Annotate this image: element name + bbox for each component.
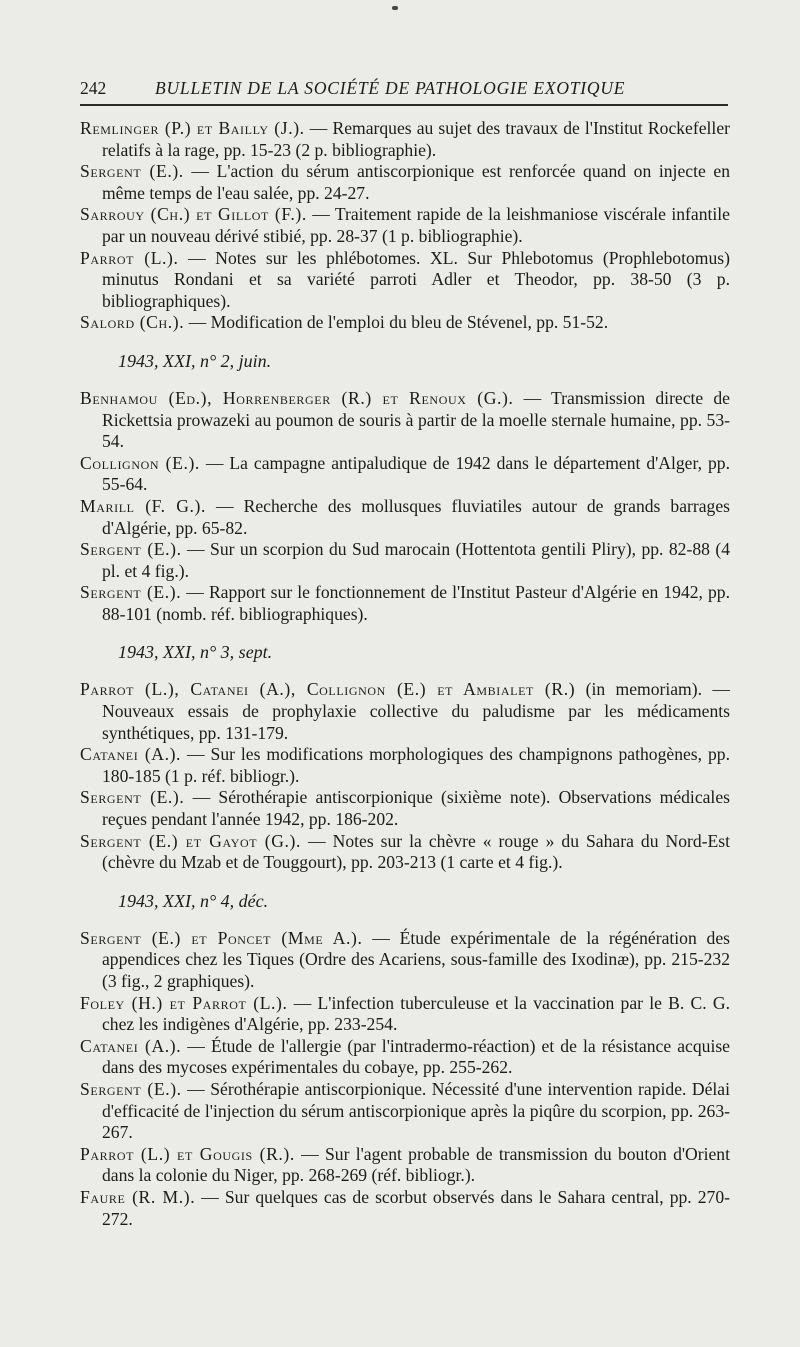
entry-authors: Sarrouy (Ch.) et Gillot (F.). xyxy=(80,204,307,225)
entry-text: — Notes sur la chèvre « rouge » du Sahara du Nord-Est (chèvre du Mzab et de Touggourt), pp. 203-213 (1 carte et 4 fig.). xyxy=(102,830,730,873)
entry-authors: Salord (Ch.). xyxy=(80,312,185,333)
entry-authors: Sergent (E.) et Gayot (G.). xyxy=(80,830,302,851)
bibliography-entry xyxy=(80,993,730,1036)
entry-text: — Remarques au sujet des travaux de l'Institut Rockefeller relatifs à la rage, pp. 15-23 (2 p. bibliographie). xyxy=(102,118,730,160)
entry-authors: Sergent (E.) et Poncet (Mme A.). xyxy=(80,927,363,948)
bibliography-entry xyxy=(80,453,730,496)
bibliography-entry xyxy=(80,928,730,993)
bibliography-entry xyxy=(80,539,730,582)
issue-heading: 1943, XXI, n° 3, sept. xyxy=(118,642,273,663)
issue-heading: 1943, XXI, n° 2, juin. xyxy=(118,350,272,371)
entry-authors: Parrot (L.). xyxy=(80,247,179,268)
entry-text: — Modification de l'emploi du bleu de Stévenel, pp. 51-52. xyxy=(184,312,609,333)
entry-text: — L'infection tuberculeuse et la vaccination par le B. C. G. chez les indigènes d'Algérie, pp. 233-254. xyxy=(102,992,730,1035)
entry-authors: Remlinger (P.) et Bailly (J.). xyxy=(80,118,305,138)
page-number: 242 xyxy=(80,78,107,98)
running-header xyxy=(80,78,728,102)
bibliography-entry xyxy=(80,118,730,161)
bibliography-entry xyxy=(80,1079,730,1144)
entry-authors: Catanei (A.). xyxy=(80,744,182,765)
entry-authors: Sergent (E.). xyxy=(80,539,182,560)
entry-authors: Sergent (E.). xyxy=(80,582,182,603)
entry-authors: Sergent (E.). xyxy=(80,787,185,808)
bibliography-entry xyxy=(80,204,730,247)
bibliography-entry xyxy=(80,161,730,204)
bibliography-entry xyxy=(80,744,730,787)
entry-text: — Sur l'agent probable de transmission du bouton d'Orient dans la colonie du Niger, pp. 268-269 (réf. bibliogr.). xyxy=(102,1143,730,1186)
entry-text: — Sérothérapie antiscorpionique (sixième note). Observations médicales reçues pendant l'année 1942, pp. 186-202. xyxy=(102,787,730,830)
bibliography-entry xyxy=(80,312,730,334)
entry-text: — Sur quelques cas de scorbut observés dans le Sahara central, pp. 270-272. xyxy=(102,1186,730,1229)
entry-authors: Collignon (E.). xyxy=(80,452,200,473)
entry-text: — Sérothérapie antiscorpionique. Nécessité d'une intervention rapide. Délai d'efficacité de l'injection du sérum antiscorpionique après la piqûre du scorpion, pp. 263-267. xyxy=(102,1078,730,1143)
issue-heading: 1943, XXI, n° 4, déc. xyxy=(118,890,269,911)
entry-text: — Notes sur les phlébotomes. XL. Sur Phlebotomus (Prophlebotomus) minutus Rondani et sa variété parroti Adler et Theodor, pp. 38-50 (3 p. bibliographiques). xyxy=(102,247,730,311)
entry-authors: Catanei (A.). xyxy=(80,1035,182,1056)
bibliography-entry xyxy=(80,679,730,744)
bibliography-entry xyxy=(80,496,730,539)
entry-text: — Étude expérimentale de la régénération des appendices chez les Tiques (Ordre des Acariens, sous-famille des Ixodinæ), pp. 215-232 (3 fig., 2 graphiques). xyxy=(102,927,730,991)
entry-authors: Parrot (L.), Catanei (A.), Collignon (E.) et Ambialet (R.) xyxy=(80,679,576,700)
entry-text: — Rapport sur le fonctionnement de l'Institut Pasteur d'Algérie en 1942, pp. 88-101 (nomb. réf. bibliographiques). xyxy=(102,582,730,624)
entry-text: — Sur un scorpion du Sud marocain (Hottentota gentili Pliry), pp. 82-88 (4 pl. et 4 fig.). xyxy=(102,539,731,581)
entry-text: — Transmission directe de Rickettsia prowazeki au poumon de souris à partir de la moelle sternale humaine, pp. 53-54. xyxy=(102,387,730,452)
entry-authors: Faure (R. M.). xyxy=(80,1186,196,1207)
bibliography-entry xyxy=(80,1187,730,1230)
entry-text: — La campagne antipaludique de 1942 dans le département d'Alger, pp. 55-64. xyxy=(102,452,730,495)
bibliography-entry xyxy=(80,388,730,453)
bibliography-body xyxy=(80,118,730,1230)
entry-authors: Benhamou (Ed.), Horrenberger (R.) et Renoux (G.). xyxy=(80,387,514,408)
bibliography-entry xyxy=(80,831,730,874)
entry-text: — Recherche des mollusques fluviatiles autour de grands barrages d'Algérie, pp. 65-82. xyxy=(102,495,730,538)
entry-text: (in memoriam). — Nouveaux essais de prophylaxie collective du paludisme par les médicaments synthétiques, pp. 131-179. xyxy=(102,679,730,743)
print-speck xyxy=(392,6,398,10)
bibliography-entry xyxy=(80,1036,730,1079)
entry-text: — Sur les modifications morphologiques des champignons pathogènes, pp. 180-185 (1 p. réf. bibliogr.). xyxy=(102,744,730,786)
entry-text: — L'action du sérum antiscorpionique est renforcée quand on injecte en même temps de l'eau salée, pp. 24-27. xyxy=(102,161,730,203)
bibliography-entry xyxy=(80,248,730,313)
header-rule xyxy=(80,104,728,106)
entry-text: — Étude de l'allergie (par l'intradermo-réaction) et de la résistance acquise dans des mycoses expérimentales du cobaye, pp. 255-262. xyxy=(102,1035,730,1078)
entry-authors: Sergent (E.). xyxy=(80,1078,182,1099)
entry-authors: Parrot (L.) et Gougis (R.). xyxy=(80,1143,295,1164)
entry-authors: Sergent (E.). xyxy=(80,161,184,182)
entry-text: — Traitement rapide de la leishmaniose viscérale infantile par un nouveau dérivé stibié, pp. 28-37 (1 p. bibliographie). xyxy=(102,204,730,246)
entry-authors: Foley (H.) et Parrot (L.). xyxy=(80,992,288,1013)
bibliography-entry xyxy=(80,1144,730,1187)
entry-authors: Marill (F. G.). xyxy=(80,495,206,516)
bibliography-entry xyxy=(80,787,730,830)
bibliography-entry xyxy=(80,582,730,625)
journal-title: BULLETIN DE LA SOCIÉTÉ DE PATHOLOGIE EXOTIQUE xyxy=(155,78,626,98)
